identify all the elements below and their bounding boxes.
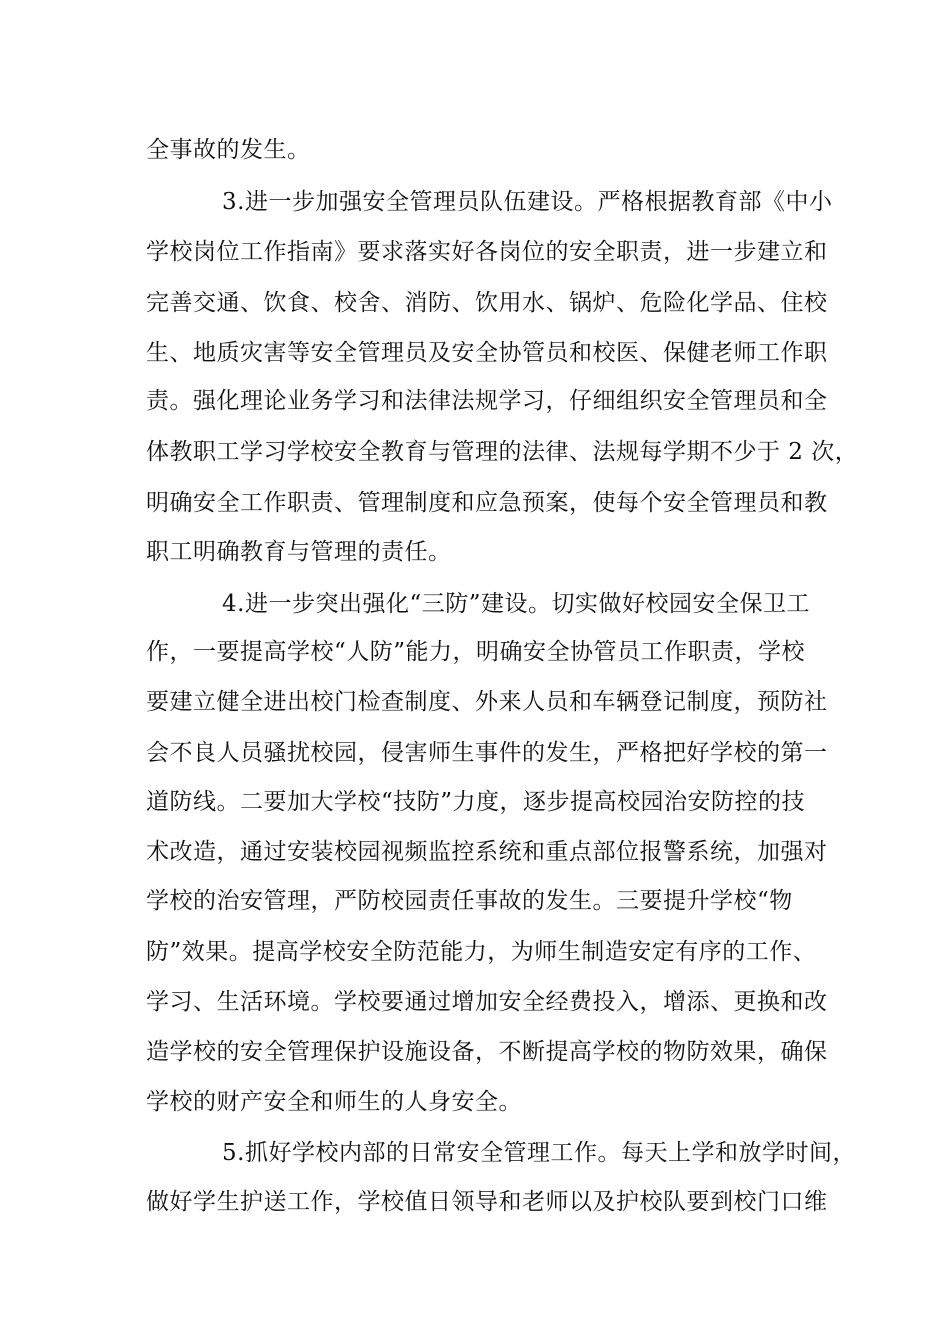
text-line: 造学校的安全管理保护设施设备，不断提高学校的物防效果，确保: [146, 1039, 828, 1065]
text-line: 责。强化理论业务学习和法律法规学习，仔细组织安全管理员和全: [146, 388, 828, 414]
text-line: 术改造，通过安装校园视频监控系统和重点部位报警系统，加强对: [146, 839, 828, 865]
text-line: 要建立健全进出校门检查制度、外来人员和车辆登记制度，预防社: [146, 689, 828, 715]
paragraph-4-heading-line: 4.进一步突出强化“三防”建设。切实做好校园安全保卫工: [222, 591, 810, 617]
paragraph-5-heading-line: 5.抓好学校内部的日常安全管理工作。每天上学和放学时间，: [222, 1140, 856, 1166]
text-line: 学校的治安管理，严防校园责任事故的发生。三要提升学校“物: [146, 888, 793, 914]
text-line: 全事故的发生。: [146, 137, 311, 163]
text-line: 明确安全工作职责、管理制度和应急预案，使每个安全管理员和教: [146, 490, 828, 516]
text-line: 做好学生护送工作，学校值日领导和老师以及护校队要到校门口维: [146, 1189, 828, 1215]
text-line: 防”效果。提高学校安全防范能力，为师生制造安定有序的工作、: [146, 939, 817, 965]
text-line: 学校岗位工作指南》要求落实好各岗位的安全职责，进一步建立和: [146, 239, 828, 265]
text-line: 学习、生活环境。学校要通过增加安全经费投入，增添、更换和改: [146, 989, 828, 1015]
text-line: 生、地质灾害等安全管理员及安全协管员和校医、保健老师工作职: [146, 340, 828, 366]
paragraph-3-heading-line: 3.进一步加强安全管理员队伍建设。严格根据教育部《中小: [222, 189, 833, 215]
text-line: 作，一要提高学校“人防”能力，明确安全协管员工作职责，学校: [146, 639, 806, 665]
text-line: 体教职工学习学校安全教育与管理的法律、法规每学期不少于 2 次，: [146, 439, 859, 465]
text-line: 职工明确教育与管理的责任。: [146, 539, 452, 565]
text-line: 道防线。二要加大学校“技防”力度，逐步提高校园治安防控的技: [146, 789, 806, 815]
text-line: 完善交通、饮食、校舍、消防、饮用水、锅炉、危险化学品、住校: [146, 290, 828, 316]
text-line: 会不良人员骚扰校园，侵害师生事件的发生，严格把好学校的第一: [146, 740, 828, 766]
text-line: 学校的财产安全和师生的人身安全。: [146, 1089, 522, 1115]
